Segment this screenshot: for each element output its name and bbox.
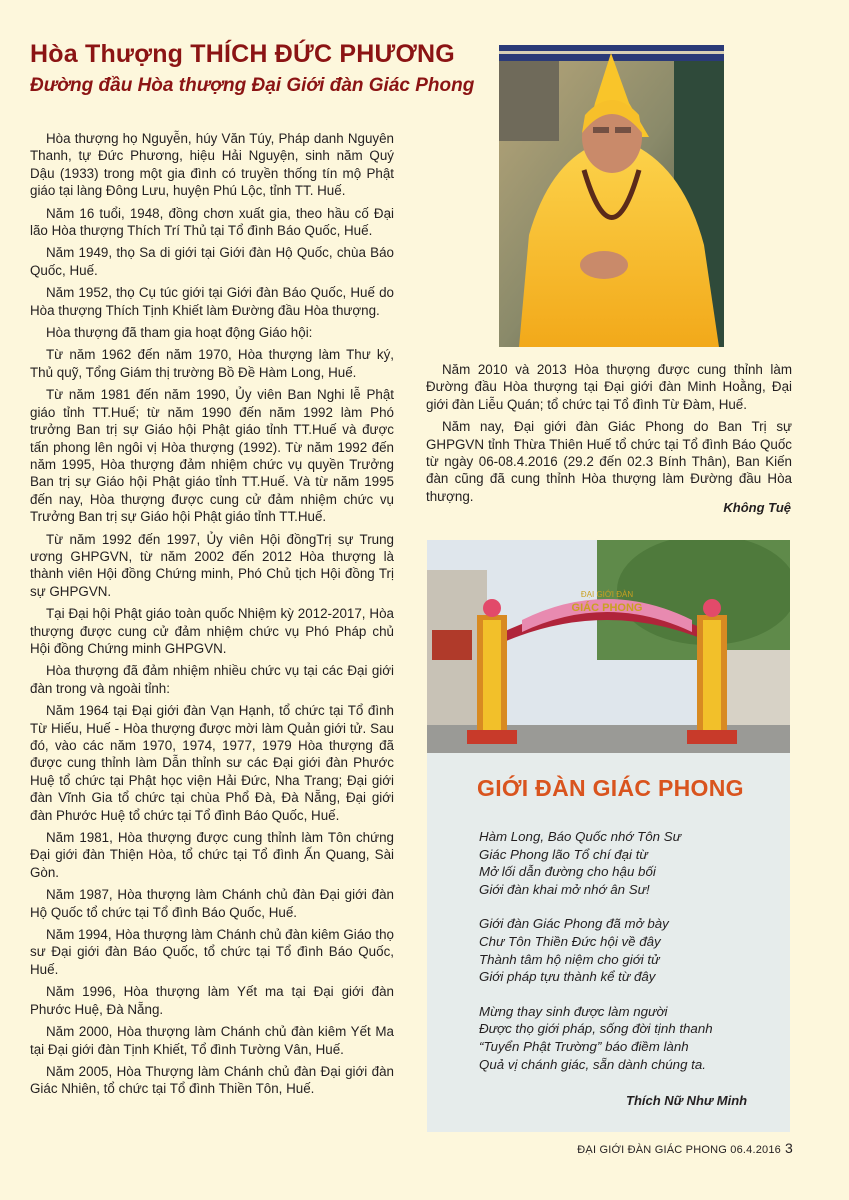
poem-line: Chư Tôn Thiền Đức hội về đây — [479, 933, 661, 949]
monk-portrait-image — [499, 45, 724, 347]
paragraph: Năm 1952, thọ Cụ túc giới tại Giới đàn Báo Quốc, Huế do Hòa thượng Thích Tịnh Khiết làm Đường đầu Hòa thượng. — [30, 285, 394, 318]
paragraph: Từ năm 1962 đến năm 1970, Hòa thượng làm Thư ký, Thủ quỹ, Tổng Giám thị trường Bồ Đề Hàm Long, Huế. — [30, 347, 394, 380]
paragraph: Năm nay, Đại giới đàn Giác Phong do Ban Trị sự GHPGVN tỉnh Thừa Thiên Huế tổ chức tại Tổ đình Báo Quốc từ ngày 06-08.4.2016 (29.2 đến 02.3 Bính Thân), Ban Kiến đàn cũng đã cung thỉnh Hòa thượng làm Đường đầu Hòa thượng. — [426, 419, 792, 504]
paragraph: Hòa thượng họ Nguyễn, húy Văn Túy, Pháp danh Nguyên Thanh, tự Đức Phương, hiệu Hải Nguyện, sinh năm Quý Dậu (1933) trong một gia đình có truyền thống tín mộ Phật giáo tại làng Đông Lưu, huyện Phú Lộc, tỉnh TT. Huế. — [30, 131, 394, 199]
poem-body — [479, 828, 779, 1090]
gate-image — [427, 540, 790, 753]
paragraph: Hòa thượng đã đảm nhiệm nhiều chức vụ tại các Đại giới đàn trong và ngoài tỉnh: — [30, 663, 394, 696]
poem-line: Mừng thay sinh được làm người — [479, 1003, 668, 1019]
page-footer — [577, 1140, 793, 1156]
paragraph: Từ năm 1981 đến năm 1990, Ủy viên Ban Nghi lễ Phật giáo tỉnh TT.Huế; từ năm 1990 đến năm 1992 làm Phó trưởng Ban trị sự Giáo hội Phật giáo tỉnh TT.Huế và được tấn phong lên ngôi vị Hòa thượng (1992). Từ năm 1992 đến năm 1995, Hòa thượng đảm nhiệm chức vụ quyền Trưởng Ban trị sự Giáo hội Phật giáo tỉnh TT.Huế. Và từ năm 1995 đến nay, Hòa thượng được cung cử đảm nhiệm chức vụ Trưởng Ban trị sự Giáo hội Phật giáo tỉnh TT.Huế. — [30, 387, 394, 525]
poem-box — [427, 753, 790, 1132]
portrait-photo — [499, 45, 724, 347]
poem-stanza — [479, 1003, 779, 1073]
paragraph: Năm 1964 tại Đại giới đàn Vạn Hạnh, tổ chức tại Tổ đình Từ Hiếu, Huế - Hòa thượng được mời làm Quản giới tử. Sau đó, vào các năm 1970, 1974, 1977, 1979 Hòa thượng đã được cung thỉnh làm Dẫn thỉnh sư các Đại giới đàn Phước Huệ tổ chức tại Phật học viện Hải Đức, Nha Trang; Đại giới đàn Vĩnh Gia tổ chức tại chùa Phổ Đà, Đà Nẵng, Đại giới đàn Phước Huệ tổ chức tại Tổ đình Báo Quốc, Huế. — [30, 703, 394, 823]
article-author: Không Tuệ — [723, 500, 791, 515]
gate-sign-top: ĐẠI GIỚI ĐÀN — [580, 590, 634, 599]
left-column — [30, 130, 394, 1103]
paragraph: Tại Đại hội Phật giáo toàn quốc Nhiệm kỳ 2012-2017, Hòa thượng được cung cử đảm nhiệm chức vụ Phó Pháp chủ Hội đồng Chứng minh GHPGVN. — [30, 606, 394, 656]
poem-line: Giới đàn Giác Phong đã mở bày — [479, 916, 669, 932]
poem-author: Thích Nữ Như Minh — [626, 1093, 748, 1108]
poem-line: “Tuyển Phật Trường” báo điềm lành — [479, 1038, 689, 1054]
article-subtitle: Đường đầu Hòa thượng Đại Giới đàn Giác Phong — [30, 75, 475, 96]
gate-sign-main: GIÁC PHONG — [571, 602, 643, 614]
right-column — [426, 361, 792, 510]
paragraph: Năm 16 tuổi, 1948, đồng chơn xuất gia, theo hầu cố Đại lão Hòa thượng Thích Trí Thủ tại Tổ đình Báo Quốc, Huế. — [30, 205, 394, 239]
footer-text: ĐẠI GIỚI ĐÀN GIÁC PHONG 06.4.2016 — [577, 1144, 781, 1156]
poem-stanza — [479, 915, 779, 985]
paragraph: Năm 2010 và 2013 Hòa thượng được cung thỉnh làm Đường đầu Hòa thượng tại Đại giới đàn Minh Hoằng, Đại giới đàn Liễu Quán; tổ chức tại Tổ đình Từ Đàm, Huế. — [426, 362, 792, 412]
poem-stanza — [479, 828, 779, 898]
poem-line: Được thọ giới pháp, sống đời tịnh thanh — [479, 1021, 713, 1037]
paragraph: Hòa thượng đã tham gia hoạt động Giáo hội: — [46, 325, 313, 341]
poem-line: Hàm Long, Báo Quốc nhớ Tôn Sư — [479, 829, 681, 844]
temple-gate-photo — [427, 540, 790, 753]
poem-line: Giới đàn khai mở nhớ ân Sư! — [479, 881, 650, 897]
paragraph: Năm 1949, thọ Sa di giới tại Giới đàn Hộ Quốc, chùa Báo Quốc, Huế. — [30, 245, 394, 278]
poem-line: Giác Phong lão Tổ chí đại từ — [479, 846, 648, 862]
poem-title: GIỚI ĐÀN GIÁC PHONG — [477, 775, 744, 801]
poem-line: Mở lối dẫn đường cho hậu bối — [479, 864, 656, 880]
paragraph: Từ năm 1992 đến 1997, Ủy viên Hội đồngTrị sự Trung ương GHPGVN, từ năm 2002 đến 2012 Hòa thượng là thành viên Hội đồng Chứng minh, Phó Chủ tịch Hội đồng Trị sự GHPGVN. — [30, 531, 394, 599]
paragraph: Năm 1981, Hòa thượng được cung thỉnh làm Tôn chứng Đại giới đàn Thiện Hòa, tổ chức tại Tổ đình Ấn Quang, Sài Gòn. — [30, 830, 394, 880]
poem-line: Quả vị chánh giác, sẵn dành chúng ta. — [479, 1056, 706, 1072]
paragraph: Năm 2000, Hòa thượng làm Chánh chủ đàn kiêm Yết Ma tại Đại giới đàn Tịnh Khiết, Tổ đình Tường Vân, Huế. — [30, 1024, 394, 1057]
page-number: 3 — [785, 1140, 793, 1156]
paragraph: Năm 1987, Hòa thượng làm Chánh chủ đàn Đại giới đàn Hộ Quốc tổ chức tại Tổ đình Báo Quốc, Huế. — [30, 887, 394, 920]
paragraph: Năm 2005, Hòa Thượng làm Chánh chủ đàn Đại giới đàn Giác Nhiên, tổ chức tại Tổ đình Thiền Tôn, Huế. — [30, 1063, 394, 1097]
poem-line: Thành tâm hộ niệm cho giới tử — [479, 951, 660, 967]
paragraph: Năm 1994, Hòa thượng làm Chánh chủ đàn kiêm Giáo thọ sư Đại giới đàn Báo Quốc, tổ chức tại Tổ đình Báo Quốc, Huế. — [30, 927, 394, 977]
paragraph: Năm 1996, Hòa thượng làm Yết ma tại Đại giới đàn Phước Huệ, Đà Nẵng. — [30, 984, 394, 1017]
article-title: Hòa Thượng THÍCH ĐỨC PHƯƠNG — [30, 40, 455, 68]
poem-line: Giới pháp tựu thành kể từ đây — [479, 969, 656, 985]
